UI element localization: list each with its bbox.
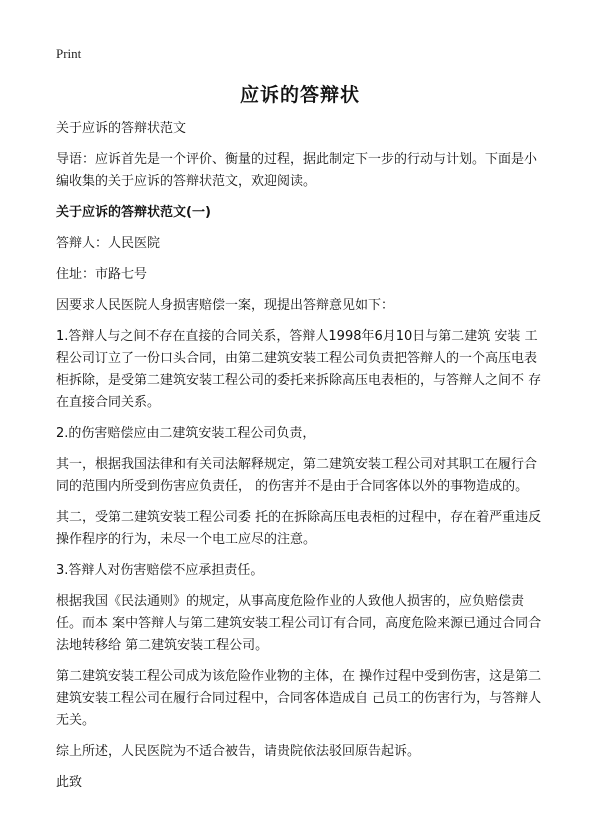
- point-2-paragraph: 2.的伤害赔偿应由二建筑安装工程公司负责，: [56, 426, 316, 441]
- intro-paragraph: 导语：应诉首先是一个评价、衡量的过程，据此制定下一步的行动与计划。下面是小编收集的关于应诉的答辩状范文，欢迎阅读。: [56, 152, 538, 189]
- point-3-paragraph: 3.答辩人对伤害赔偿不应承担责任。: [56, 563, 264, 578]
- section-heading: 关于应诉的答辩状范文(一): [56, 205, 211, 220]
- page-title: 应诉的答辩状: [239, 84, 360, 106]
- subtitle-paragraph: 关于应诉的答辩状范文: [56, 121, 187, 136]
- document-body: [56, 118, 544, 803]
- point-1-paragraph: 1.答辩人与之间不存在直接的合同关系，答辩人1998年6月10日与第二建筑 安装 工程公司订立了一份口头合同，由第二建筑安装工程公司负责把答辩人的一个高压电表柜拆除，是受第二建筑安装工程公司的委托来拆除高压电表柜的，与答辩人之间不 存在直接合同关系。: [56, 329, 542, 410]
- respondent-line: 答辩人：人民医院: [56, 236, 161, 251]
- statement-paragraph: 因要求人民医院人身损害赔偿一案，现提出答辩意见如下：: [56, 298, 395, 313]
- address-line: 住址：市路七号: [56, 267, 148, 282]
- legal-basis-paragraph: 根据我国《民法通则》的规定，从事高度危险作业的人致他人损害的，应负赔偿责任。而本 案中答辩人与第二建筑安装工程公司订有合同，高度危险来源已通过合同合法地转移给 第二建筑安装工程公司。: [56, 594, 542, 653]
- point-2-reason-1: 其一，根据我国法律和有关司法解释规定，第二建筑安装工程公司对其职工在履行合同的范围内所受到伤害应负责任， 的伤害并不是由于合同客体以外的事物造成的。: [56, 457, 538, 494]
- point-2-reason-2: 其二，受第二建筑安装工程公司委 托的在拆除高压电表柜的过程中，存在着严重违反操作程序的行为，未尽一个电工应尽的注意。: [56, 510, 542, 547]
- print-label: Print: [56, 46, 82, 61]
- closing-line: 此致: [56, 775, 83, 790]
- conclusion-paragraph: 综上所述，人民医院为不适合被告，请贵院依法驳回原告起诉。: [56, 744, 421, 759]
- liability-paragraph: 第二建筑安装工程公司成为该危险作业物的主体，在 操作过程中受到伤害，这是第二建筑安装工程公司在履行合同过程中，合同客体造成自 己员工的伤害行为，与答辩人无关。: [56, 669, 542, 728]
